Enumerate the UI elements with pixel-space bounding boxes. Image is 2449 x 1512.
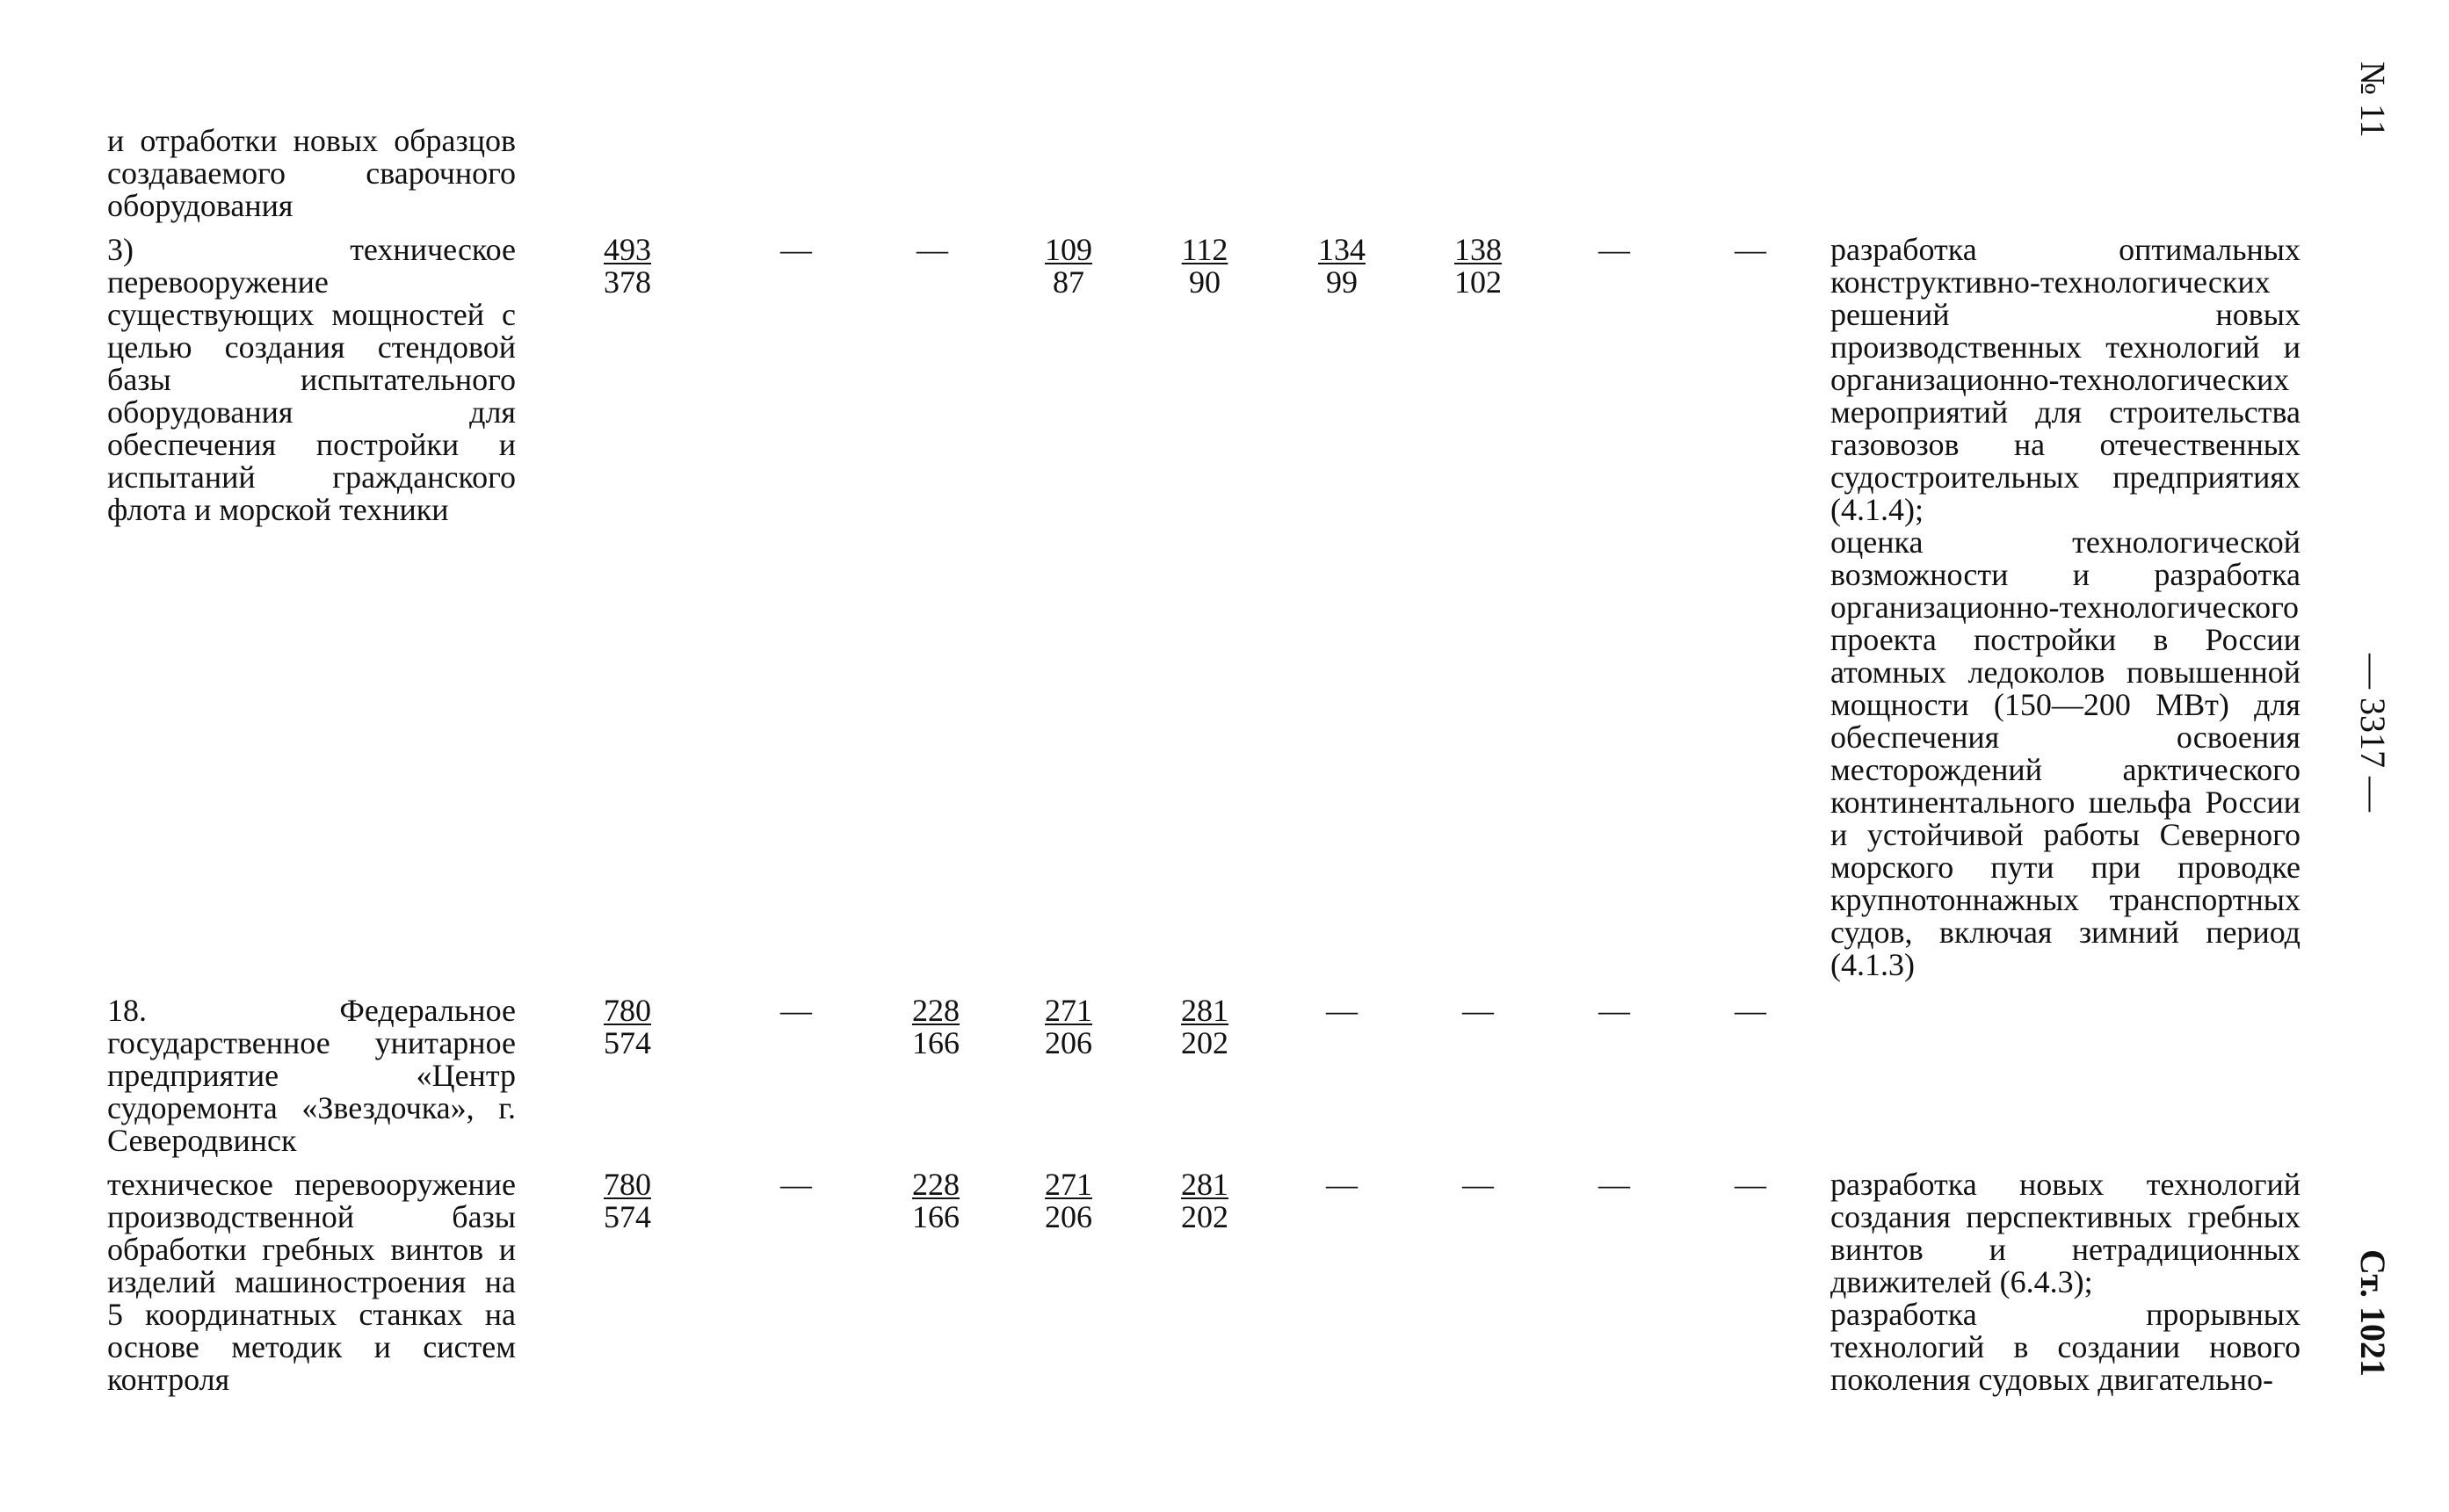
row-3-col-7-dash: — <box>1462 1167 1494 1202</box>
row-2-col-3-value: $\frac{228}{166}$ <box>912 993 960 1060</box>
row-1-note-1: разработка оптимальных конструктивно-технологических решений новых производственных технологий и организационно-технологических мероприятий для строительства газовозов на отечественных судостроительных предприятиях (4.1.4); <box>1830 232 2300 527</box>
row-1-col-1-value: $\frac{493}{378}$ <box>604 232 651 300</box>
row-2-col-7-dash: — <box>1462 993 1494 1028</box>
row-1-col-4-value: $\frac{109}{87}$ <box>1045 232 1092 300</box>
row-3-col-6-dash: — <box>1326 1167 1358 1202</box>
row-1-col-9-dash: — <box>1735 232 1766 267</box>
row-3-col-1-value: $\frac{780}{574}$ <box>604 1167 651 1234</box>
row-2-col-1-value: $\frac{780}{574}$ <box>604 993 651 1060</box>
side-issue-number: № 11 <box>2353 61 2393 138</box>
row-3-note-1: разработка новых технологий создания перспективных гребных винтов и нетрадиционных движителей (6.4.3); <box>1830 1167 2300 1299</box>
row-2-col-2-dash: — <box>780 993 812 1028</box>
row-1-col-5-value: $\frac{112}{90}$ <box>1181 232 1228 300</box>
row-3-col-2-dash: — <box>780 1167 812 1202</box>
row-2-col-6-dash: — <box>1326 993 1358 1028</box>
row-3-col-8-dash: — <box>1598 1167 1630 1202</box>
row-1-col-6-value: $\frac{134}{99}$ <box>1318 232 1366 300</box>
row-2-col-5-value: $\frac{281}{202}$ <box>1181 993 1228 1060</box>
row-3-col-5-value: $\frac{281}{202}$ <box>1181 1167 1228 1234</box>
row-1-col-7-value: $\frac{138}{102}$ <box>1454 232 1502 300</box>
row-3-col-9-dash: — <box>1735 1167 1766 1202</box>
row-3-note-2: разработка прорывных технологий в создании нового поколения судовых двигательно- <box>1830 1297 2300 1397</box>
row-3-col-3-value: $\frac{228}{166}$ <box>912 1167 960 1234</box>
side-page-number: — 3317 — <box>2353 654 2393 812</box>
row-1-note-2: оценка технологической возможности и разработка организационно-технологического проекта постройки в России атомных ледоколов повышенной мощности (150—200 МВт) для обеспечения освоения месторождений арктического континентального шельфа России и устойчивой работы Северного морского пути при проводке крупнотоннажных транспортных судов, включая зимний период (4.1.3) <box>1830 524 2300 982</box>
side-article: Ст. 1021 <box>2353 1249 2393 1377</box>
row-2-col-8-dash: — <box>1598 993 1630 1028</box>
row-0-description: и отработки новых образцов создаваемого сварочного оборудования <box>107 123 516 223</box>
row-1-notes <box>1830 234 2300 981</box>
row-1-col-8-dash: — <box>1598 232 1630 267</box>
row-1-col-3-dash: — <box>917 232 948 267</box>
row-2-col-4-value: $\frac{271}{206}$ <box>1045 993 1092 1060</box>
row-3-notes <box>1830 1168 2300 1396</box>
row-1-col-2-dash: — <box>780 232 812 267</box>
row-2-col-9-dash: — <box>1735 993 1766 1028</box>
row-3-col-4-value: $\frac{271}{206}$ <box>1045 1167 1092 1234</box>
row-1-description: 3) техническое перевооружение существующих мощностей с целью создания стендовой базы испытательного оборудования для обеспечения постройки и испытаний гражданского флота и морской техники <box>107 232 516 527</box>
row-3-description: техническое перевооружение производственной базы обработки гребных винтов и изделий машиностроения на 5 координатных станках на основе методик и систем контроля <box>107 1167 516 1397</box>
row-2-description: 18. Федеральное государственное унитарное предприятие «Центр судоремонта «Звездочка», г. Северодвинск <box>107 993 516 1158</box>
